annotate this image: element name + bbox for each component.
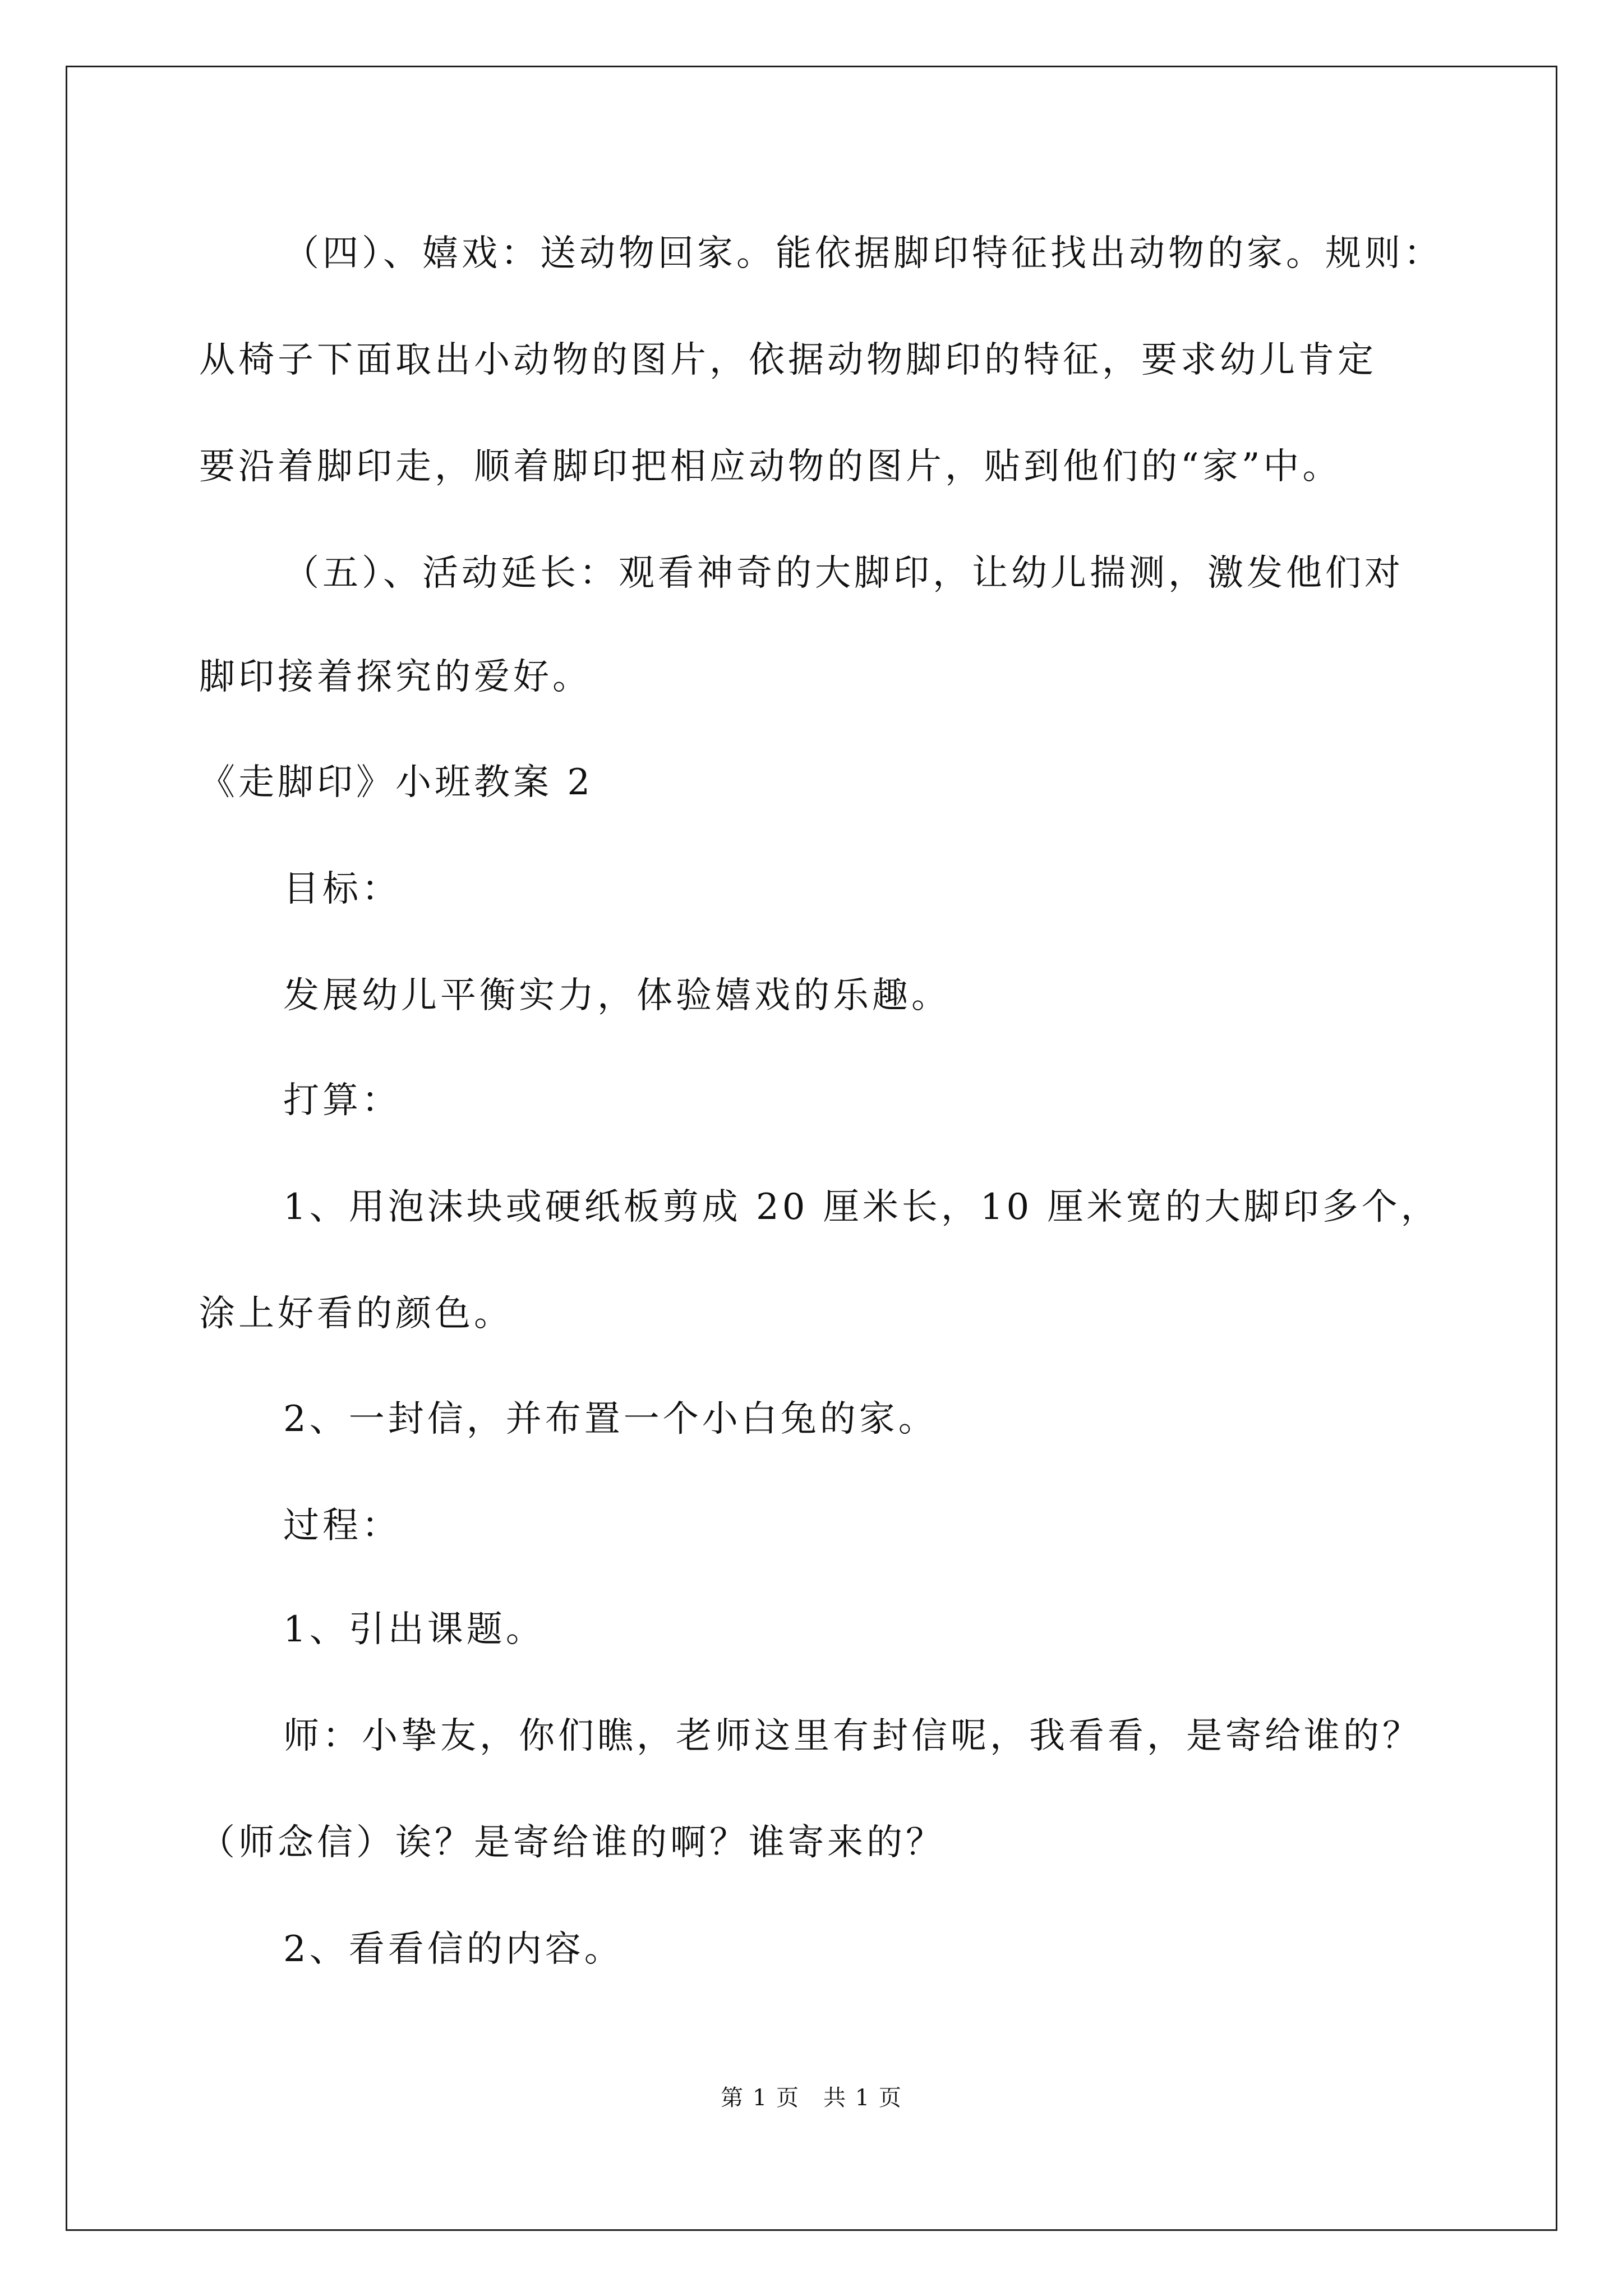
paragraph-4-line-2: 从椅子下面取出小动物的图片，依据动物脚印的特征，要求幼儿肯定: [199, 339, 1377, 381]
teacher-dialogue-line-2: （师念信）诶？是寄给谁的啊？谁寄来的？: [199, 1822, 945, 1864]
process-heading: 过程：: [283, 1505, 401, 1547]
teacher-dialogue-line-1: 师：小挚友，你们瞧，老师这里有封信呢，我看看，是寄给谁的？: [283, 1715, 1422, 1757]
preparation-heading: 打算：: [283, 1080, 401, 1121]
preparation-item-1-line-1: 1、用泡沫块或硬纸板剪成 20 厘米长，10 厘米宽的大脚印多个，: [283, 1186, 1440, 1228]
paragraph-4-line-1: （四）、嬉戏：送动物回家。能依据脚印特征找出动物的家。规则：: [283, 233, 1443, 274]
paragraph-5-line-2: 脚印接着探究的爱好。: [199, 656, 592, 698]
process-step-2: 2、看看信的内容。: [283, 1929, 624, 1970]
preparation-item-2: 2、一封信，并布置一个小白兔的家。: [283, 1398, 938, 1440]
page-border: [66, 66, 1557, 2231]
preparation-item-1-line-2: 涂上好看的颜色。: [199, 1293, 513, 1335]
goal-text: 发展幼儿平衡实力，体验嬉戏的乐趣。: [283, 975, 951, 1016]
goal-heading: 目标：: [283, 868, 401, 910]
page-number: 第 1 页 共 1 页: [721, 2085, 902, 2111]
paragraph-4-line-3: 要沿着脚印走，顺着脚印把相应动物的图片，贴到他们的“家”中。: [199, 446, 1342, 487]
process-step-1: 1、引出课题。: [283, 1609, 545, 1650]
paragraph-5-line-1: （五）、活动延长：观看神奇的大脚印，让幼儿揣测，激发他们对: [283, 553, 1404, 594]
section-title: 《走脚印》小班教案 2: [199, 762, 594, 803]
